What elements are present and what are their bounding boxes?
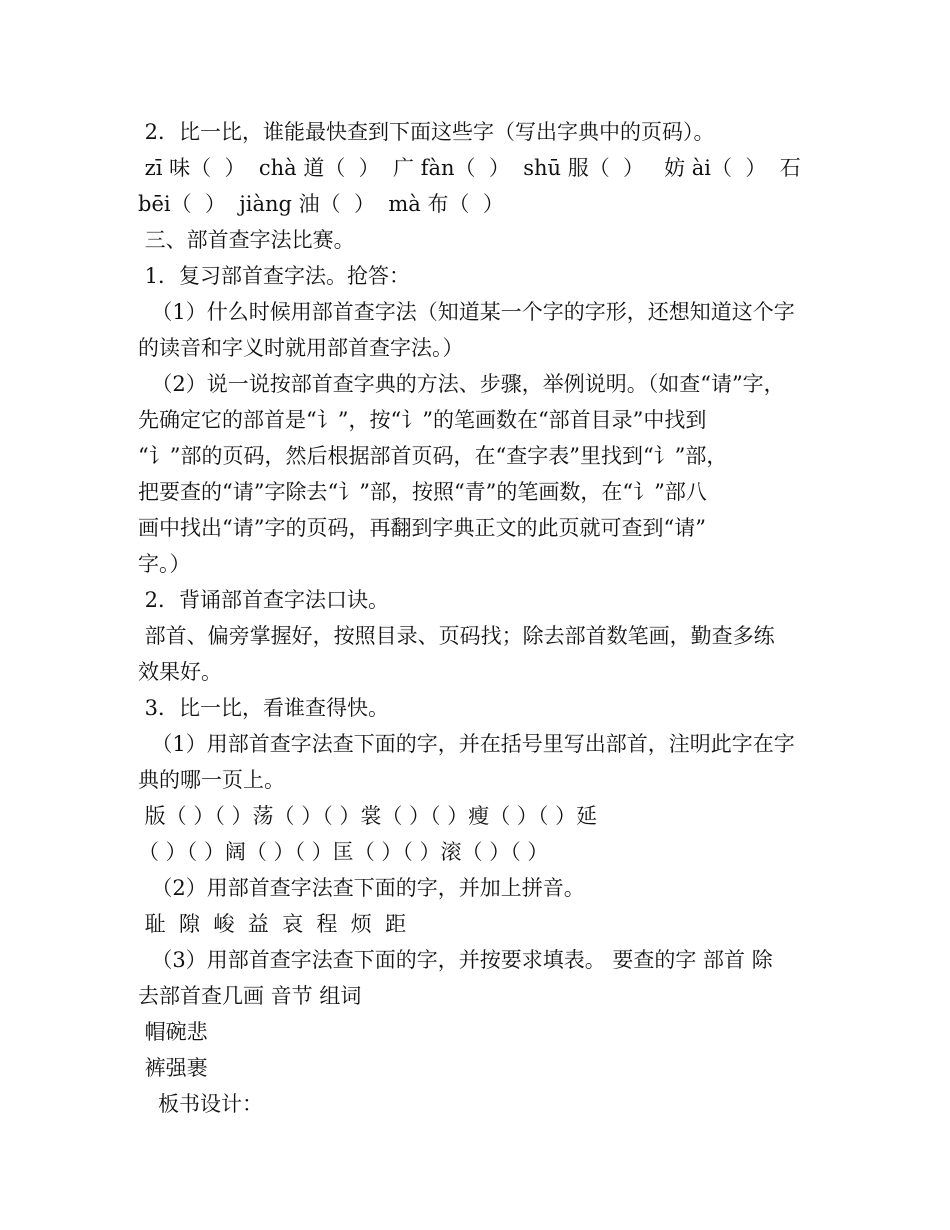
text-line: 版（ ）（ ）荡（ ）（ ）裳（ ）（ ）瘦（ ）（ ）延	[138, 804, 598, 828]
text-line: （3）用部首查字法查下面的字，并按要求填表。 要查的字 部首 除	[138, 948, 773, 972]
text-line: 典的哪一页上。	[138, 768, 285, 792]
section-heading: 三、部首查字法比赛。	[138, 228, 355, 252]
text-line: zī 味（ ） chà 道（ ） 广 fàn（ ） shū 服（ ） 妨 ài（ ） 石	[138, 156, 801, 180]
text-line: （1）什么时候用部首查字法（知道某一个字的字形，还想知道这个字	[138, 300, 795, 324]
text-line: bēi（ ） jiàng 油（ ） mà 布（ ）	[138, 192, 504, 216]
text-line: 先确定它的部首是“讠”，按“讠”的笔画数在“部首目录”中找到	[138, 408, 707, 432]
text-line: （2）用部首查字法查下面的字，并加上拼音。	[138, 876, 585, 900]
text-line: 部首、偏旁掌握好，按照目录、页码找；除去部首数笔画，勤查多练	[138, 624, 775, 648]
text-line: 板书设计：	[138, 1092, 264, 1116]
text-line: 画中找出“请”字的页码，再翻到字典正文的此页就可查到“请”	[138, 516, 706, 540]
text-line: “讠”部的页码，然后根据部首页码，在“查字表”里找到“讠”部，	[138, 444, 728, 468]
text-line: 3．比一比，看谁查得快。	[138, 696, 390, 720]
text-line: 帽碗悲	[138, 1020, 208, 1044]
text-line: 耻 隙 峻 益 哀 程 烦 距	[138, 912, 407, 936]
text-line: 字。）	[138, 552, 191, 576]
text-line: 裤强裹	[138, 1056, 208, 1080]
text-line: 2．背诵部首查字法口诀。	[138, 588, 390, 612]
text-line: 2．比一比，谁能最快查到下面这些字（写出字典中的页码）。	[138, 120, 715, 144]
text-line: 效果好。	[138, 660, 222, 684]
text-line: 去部首查几画 音节 组词	[138, 984, 362, 1008]
text-line: （2）说一说按部首查字典的方法、步骤，举例说明。（如查“请”字，	[138, 372, 785, 396]
text-line: （ ）（ ）阔（ ）（ ）匡（ ）（ ）滚（ ）（ ）	[138, 840, 549, 864]
text-line: （1）用部首查字法查下面的字，并在括号里写出部首，注明此字在字	[138, 732, 795, 756]
document-body	[138, 114, 818, 1122]
text-line: 的读音和字义时就用部首查字法。）	[138, 336, 464, 360]
text-line: 1．复习部首查字法。抢答：	[138, 264, 411, 288]
text-line: 把要查的“请”字除去“讠”部，按照“青”的笔画数，在“讠”部八	[138, 480, 707, 504]
